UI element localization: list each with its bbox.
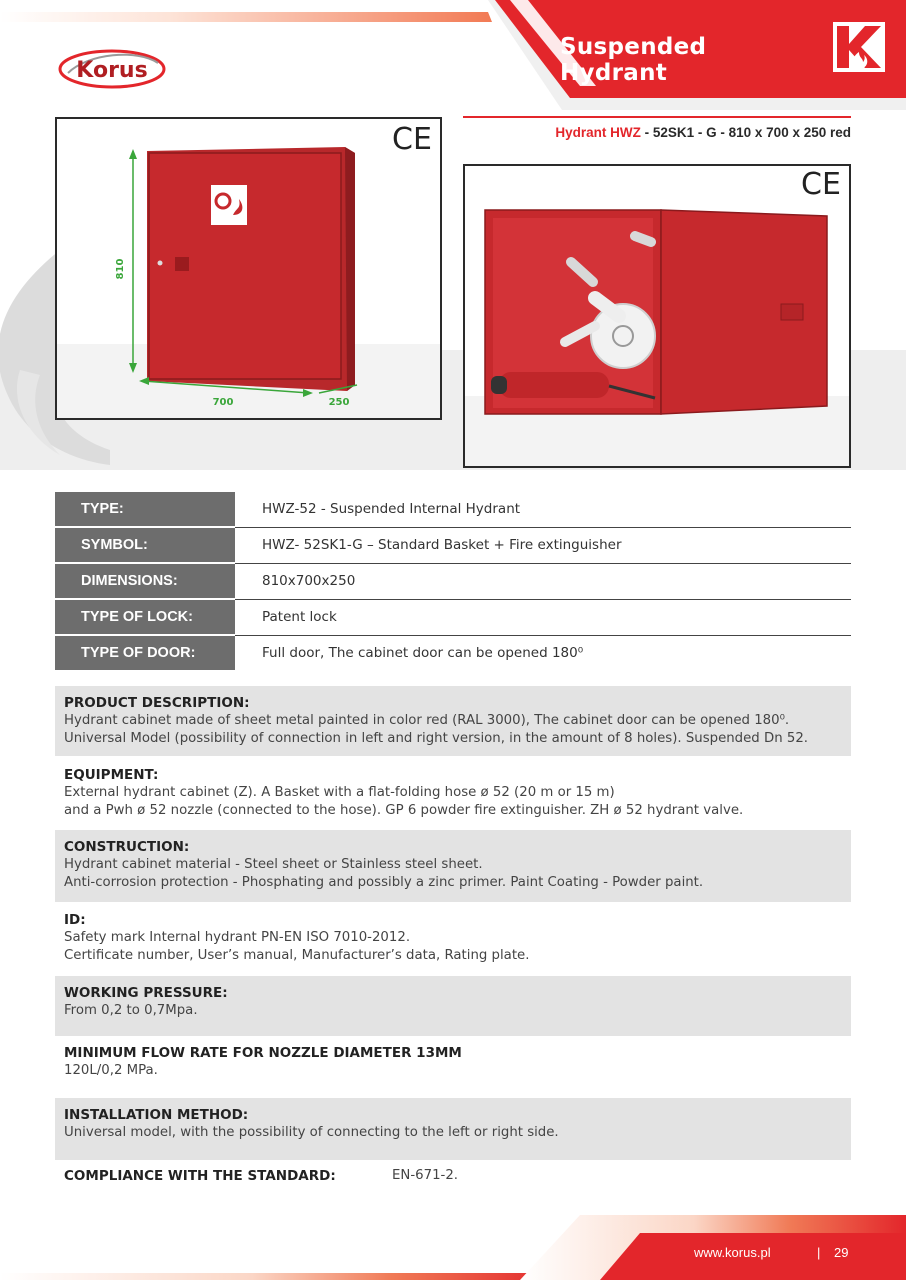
section-text: Safety mark Internal hydrant PN-EN ISO 7010-2012.: [64, 930, 411, 945]
section-title: PRODUCT DESCRIPTION:: [64, 695, 250, 711]
section-installation: [55, 1098, 851, 1160]
section-title: MINIMUM FLOW RATE FOR NOZZLE DIAMETER 13MM: [64, 1045, 462, 1061]
product-model: Hydrant HWZ: [555, 125, 641, 140]
section-text: Certificate number, User’s manual, Manufacturer’s data, Rating plate.: [64, 948, 530, 963]
ce-mark-icon: CE: [392, 122, 432, 157]
cabinet-dimensions-drawing: [57, 119, 440, 418]
product-code: - 52SK1 - G - 810 x 700 x 250 red: [640, 125, 851, 140]
section-text: Anti-corrosion protection - Phosphating and possibly a zinc primer. Paint Coating - Powder paint.: [64, 875, 704, 890]
product-subtitle: [463, 125, 851, 140]
spec-label: DIMENSIONS:: [55, 564, 235, 598]
section-product-description: [55, 686, 851, 756]
height-dimension-label: 810: [115, 258, 126, 280]
spec-label: TYPE:: [55, 492, 235, 526]
page-title: Suspended Hydrant: [560, 34, 707, 86]
section-construction: [55, 830, 851, 902]
cabinet-interior-drawing: [465, 166, 849, 466]
section-title: ID:: [64, 912, 86, 928]
section-title: EQUIPMENT:: [64, 767, 159, 783]
spec-value: HWZ- 52SK1-G – Standard Basket + Fire extinguisher: [262, 537, 622, 553]
spec-value: Patent lock: [262, 609, 337, 625]
footer-separator: |: [817, 1245, 821, 1260]
section-text: Hydrant cabinet material - Steel sheet or Stainless steel sheet.: [64, 857, 483, 872]
spec-value: HWZ-52 - Suspended Internal Hydrant: [262, 501, 521, 517]
section-id: [55, 903, 851, 975]
section-text: 120L/0,2 MPa.: [64, 1063, 158, 1078]
section-equipment: [55, 758, 851, 828]
width-dimension-label: 700: [212, 397, 234, 408]
section-text: From 0,2 to 0,7Mpa.: [64, 1003, 198, 1018]
spec-label: TYPE OF DOOR:: [55, 636, 235, 670]
spec-row-symbol: [55, 528, 851, 562]
section-title: INSTALLATION METHOD:: [64, 1107, 249, 1123]
section-title: WORKING PRESSURE:: [64, 985, 228, 1001]
ce-mark-icon: CE: [801, 167, 841, 202]
svg-text:Korus: Korus: [76, 58, 148, 83]
page-number: 29: [834, 1245, 849, 1260]
cabinet-closed-photo: [55, 117, 442, 420]
spec-row-dimensions: [55, 564, 851, 598]
spec-row-type: [55, 492, 851, 526]
spec-label: SYMBOL:: [55, 528, 235, 562]
compliance-value: EN-671-2.: [392, 1168, 459, 1183]
section-text: Hydrant cabinet made of sheet metal painted in color red (RAL 3000), The cabinet door can be opened 180⁰.: [64, 713, 790, 728]
spec-value: 810x700x250: [262, 573, 356, 589]
subtitle-rule: [463, 116, 851, 118]
spec-label: TYPE OF LOCK:: [55, 600, 235, 634]
spec-row-door: [55, 636, 851, 670]
korus-k-logo-icon: [833, 22, 885, 72]
spec-value: Full door, The cabinet door can be opened 180⁰: [262, 645, 584, 661]
section-minimum-flow: [55, 1036, 851, 1096]
section-text: Universal model, with the possibility of connecting to the left or right side.: [64, 1125, 559, 1140]
korus-brand-logo: [58, 47, 166, 91]
compliance-label: COMPLIANCE WITH THE STANDARD:: [64, 1168, 336, 1184]
section-text: and a Pwh ø 52 nozzle (connected to the hose). GP 6 powder fire extinguisher. ZH ø 52 hydrant valve.: [64, 803, 744, 818]
spec-row-lock: [55, 600, 851, 634]
section-working-pressure: [55, 976, 851, 1036]
depth-dimension-label: 250: [328, 397, 350, 408]
section-text: Universal Model (possibility of connection in left and right version, in the amount of 8 holes). Suspended Dn 52.: [64, 731, 809, 746]
footer-website-link[interactable]: www.korus.pl: [694, 1245, 771, 1260]
section-title: CONSTRUCTION:: [64, 839, 190, 855]
section-text: External hydrant cabinet (Z). A Basket with a flat-folding hose ø 52 (20 m or 15 m): [64, 785, 615, 800]
cabinet-open-photo: [463, 164, 851, 468]
